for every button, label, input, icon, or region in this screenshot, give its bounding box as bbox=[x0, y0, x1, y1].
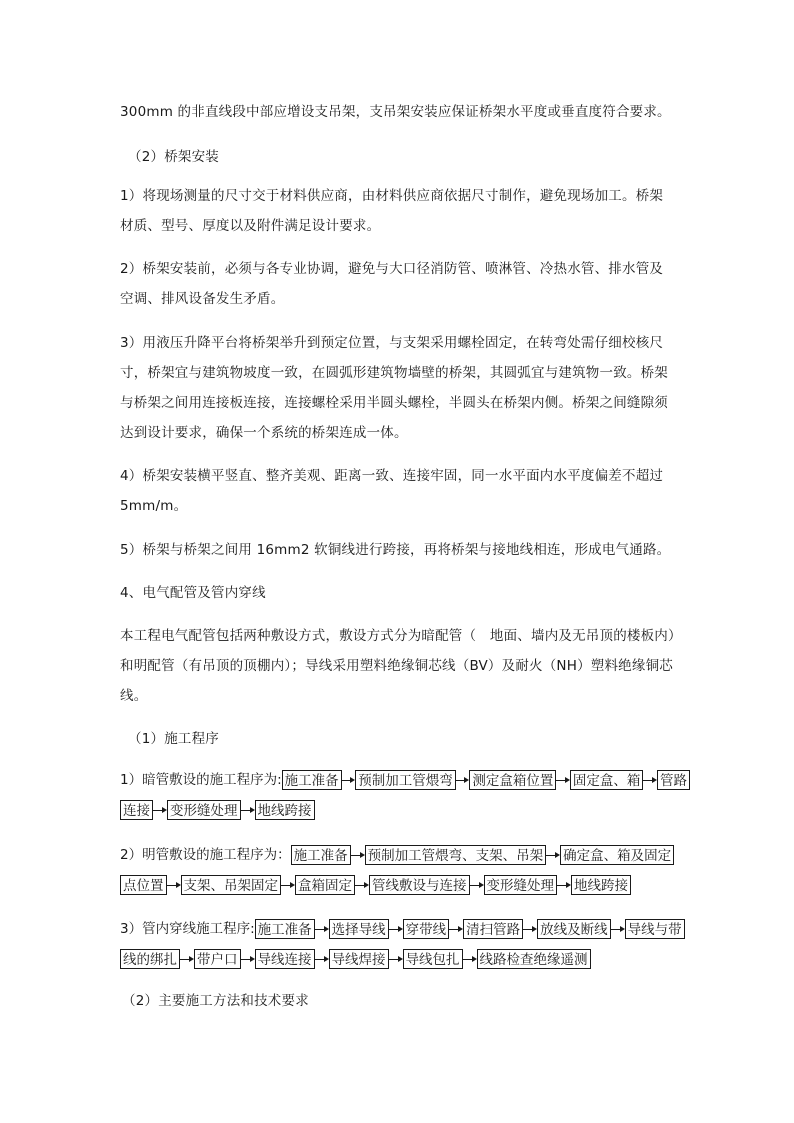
flow-step: 确定盒、箱及固定 bbox=[560, 845, 674, 865]
flow-step: 变形缝处理 bbox=[484, 875, 558, 895]
paragraph-step3-line3: 与桥架之间用连接板连接，连接螺栓采用半圆头螺栓，半圆头在桥架内侧。桥架之间缝隙须 bbox=[120, 395, 668, 411]
paragraph-support-spacing: 300mm 的非直线段中部应增设支吊架，支吊架安装应保证桥架水平度或垂直度符合要求。 bbox=[120, 104, 671, 120]
flow-row bbox=[120, 798, 690, 822]
flow-row bbox=[120, 873, 690, 897]
arrow-right-icon bbox=[611, 919, 625, 939]
arrow-right-icon bbox=[315, 919, 329, 939]
arrow-right-icon bbox=[281, 875, 295, 895]
flow-row bbox=[120, 917, 690, 941]
paragraph-step4-line2: 5mm/m。 bbox=[120, 498, 188, 514]
flow-step: 带户口 bbox=[194, 949, 241, 969]
arrow-right-icon bbox=[167, 875, 181, 895]
paragraph-step1-line2: 材质、型号、厚度以及附件满足设计要求。 bbox=[120, 218, 381, 234]
flow-step: 点位置 bbox=[120, 875, 167, 895]
flow-step: 导线与带 bbox=[625, 919, 685, 939]
paragraph-step3-line1: 3）用液压升降平台将桥架举升到预定位置，与支架采用螺栓固定，在转弯处需仔细校核尺 bbox=[120, 335, 664, 351]
flow-step: 导线连接 bbox=[255, 949, 315, 969]
paragraph-step3-line2: 寸，桥架宜与建筑物坡度一致，在圆弧形建筑物墙壁的桥架，其圆弧宜与建筑物一致。桥架 bbox=[120, 365, 668, 381]
flow-step: 管路 bbox=[657, 770, 690, 790]
flow-row bbox=[120, 768, 690, 792]
paragraph-intro-line1: 本工程电气配管包括两种敷设方式，敷设方式分为暗配管（ 地面、墙内及无吊顶的楼板内） bbox=[120, 628, 682, 644]
flow-step: 盒箱固定 bbox=[295, 875, 355, 895]
flow-concealed-conduit bbox=[120, 768, 690, 822]
flow-step: 施工准备 bbox=[291, 845, 351, 865]
arrow-right-icon bbox=[470, 875, 484, 895]
flow-lead: 1）暗管敷设的施工程序为: bbox=[120, 772, 282, 788]
flow-row bbox=[120, 947, 690, 971]
flow-step: 施工准备 bbox=[282, 770, 342, 790]
flow-row bbox=[120, 843, 690, 867]
flow-step: 导线焊接 bbox=[329, 949, 389, 969]
flow-wire-threading bbox=[120, 917, 690, 971]
flow-step: 固定盒、箱 bbox=[570, 770, 644, 790]
arrow-right-icon bbox=[449, 919, 463, 939]
flow-step: 放线及断线 bbox=[537, 919, 611, 939]
arrow-right-icon bbox=[389, 919, 403, 939]
paragraph-step1-line1: 1）将现场测量的尺寸交于材料供应商，由材料供应商依据尺寸制作，避免现场加工。桥架 bbox=[120, 188, 664, 204]
arrow-right-icon bbox=[456, 770, 470, 790]
flow-step: 连接 bbox=[120, 800, 153, 820]
flow-lead: 3）管内穿线施工程序: bbox=[120, 921, 255, 937]
arrow-right-icon bbox=[180, 949, 194, 969]
heading-bridge-install: （2）桥架安装 bbox=[128, 149, 219, 165]
flow-step: 线路检查绝缘遥测 bbox=[477, 949, 591, 969]
arrow-right-icon bbox=[546, 845, 560, 865]
arrow-right-icon bbox=[643, 770, 657, 790]
arrow-right-icon bbox=[241, 949, 255, 969]
paragraph-step3-line4: 达到设计要求，确保一个系统的桥架连成一体。 bbox=[120, 425, 408, 441]
arrow-right-icon bbox=[315, 949, 329, 969]
flow-step: 清扫管路 bbox=[463, 919, 523, 939]
flow-step: 支架、吊架固定 bbox=[181, 875, 282, 895]
heading-procedure: （1）施工程序 bbox=[128, 731, 219, 747]
flow-step: 管线敷设与连接 bbox=[369, 875, 470, 895]
heading-section-4: 4、电气配管及管内穿线 bbox=[120, 585, 266, 601]
flow-step: 地线跨接 bbox=[255, 800, 315, 820]
flow-step: 选择导线 bbox=[329, 919, 389, 939]
arrow-right-icon bbox=[523, 919, 537, 939]
flow-lead: 2）明管敷设的施工程序为： bbox=[120, 847, 291, 863]
paragraph-step5: 5）桥架与桥架之间用 16mm2 软铜线进行跨接，再将桥架与接地线相连，形成电气通路。 bbox=[120, 542, 671, 558]
arrow-right-icon bbox=[557, 875, 571, 895]
flow-step: 预制加工管煨弯、支架、吊架 bbox=[365, 845, 547, 865]
paragraph-intro-line2: 和明配管（有吊顶的顶棚内）；导线采用塑料绝缘铜芯线（BV）及耐火（NH）塑料绝缘铜芯 bbox=[120, 658, 673, 674]
flow-step: 穿带线 bbox=[403, 919, 450, 939]
flow-step: 地线跨接 bbox=[571, 875, 631, 895]
flow-step: 导线包扎 bbox=[403, 949, 463, 969]
flow-step: 线的绑扎 bbox=[120, 949, 180, 969]
flow-step: 预制加工管煨弯 bbox=[355, 770, 456, 790]
arrow-right-icon bbox=[463, 949, 477, 969]
paragraph-step4-line1: 4）桥架安装横平竖直、整齐美观、距离一致、连接牢固，同一水平面内水平度偏差不超过 bbox=[120, 468, 664, 484]
arrow-right-icon bbox=[389, 949, 403, 969]
arrow-right-icon bbox=[351, 845, 365, 865]
paragraph-step2-line2: 空调、排风设备发生矛盾。 bbox=[120, 291, 285, 307]
paragraph-intro-line3: 线。 bbox=[120, 688, 148, 704]
flow-step: 变形缝处理 bbox=[167, 800, 241, 820]
paragraph-step2-line1: 2）桥架安装前，必须与各专业协调，避免与大口径消防管、喷淋管、冷热水管、排水管及 bbox=[120, 261, 664, 277]
arrow-right-icon bbox=[556, 770, 570, 790]
arrow-right-icon bbox=[342, 770, 356, 790]
arrow-right-icon bbox=[153, 800, 167, 820]
flow-step: 施工准备 bbox=[255, 919, 315, 939]
flow-exposed-conduit bbox=[120, 843, 690, 897]
arrow-right-icon bbox=[355, 875, 369, 895]
heading-methods: （2）主要施工方法和技术要求 bbox=[122, 993, 309, 1009]
flow-step: 测定盒箱位置 bbox=[469, 770, 556, 790]
arrow-right-icon bbox=[241, 800, 255, 820]
